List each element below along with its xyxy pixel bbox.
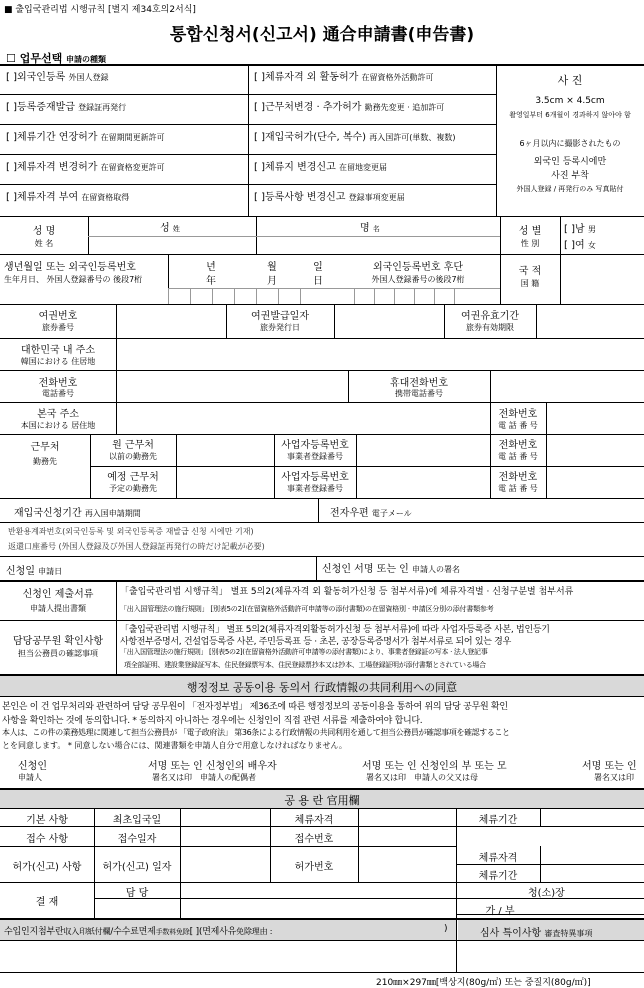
selection-option-label: [ ]등록증재발급 xyxy=(6,102,75,113)
form-title: 통합신청서(신고서) 通合申請書(申告書) xyxy=(169,25,475,45)
photo-size: 3.5cm × 4.5cm xyxy=(535,96,605,106)
refund-label: 반환용계좌번호(외국인등록 및 외국인등록증 재발급 신청 시에만 기재) xyxy=(8,527,254,536)
selection-option-label: [ ]등록사항 변경신고 xyxy=(254,192,346,203)
digit-cell-divider xyxy=(278,288,279,304)
work-phone-label-1-jp: 電 話 番 号 xyxy=(498,452,538,461)
consent-text-1: 본인은 이 건 업무처리와 관련하여 담당 공무원이 「전자정부법」 제36조에 따른 행정정보의 공동이용을 통하여 위의 담당 공무원 확인 xyxy=(2,702,508,712)
receipt-label: 접수 사항 xyxy=(26,834,68,845)
first-entry-label: 최초입국일 xyxy=(112,815,162,826)
permit-no-label: 허가번호 xyxy=(294,862,334,873)
consent-spouse-sign-jp: 署名又は印 申請人の配偶者 xyxy=(152,773,256,782)
digit-cell-divider xyxy=(168,288,169,304)
given-name-label: 명 名 xyxy=(360,223,380,234)
selection-option[interactable] xyxy=(254,98,444,113)
digit-cell-divider xyxy=(354,288,355,304)
submit-docs-text-jp: 「出入国管理法の施行規則」 [別表5の2](在留資格外活動許可申請等の添付書類)の在留資格別 · 申請区分別の添付書類参考 xyxy=(120,605,494,613)
confirm-text-1: 「출입국관리법 시행규칙」 별표 5의2(체류자격외활동허가신청 등 첨부서류)에 따라 사업자등록증 사본, 법인등기 xyxy=(120,625,550,635)
permit-date-label: 허가(신고) 일자 xyxy=(102,862,172,873)
passport-no-label-jp: 旅券番号 xyxy=(42,323,74,332)
photo-note-reg: 외국인 등록시에만 xyxy=(533,157,607,167)
mobile-label: 휴대전화번호 xyxy=(390,378,448,389)
submit-docs-text: 「출입국관리법 시행규칙」 별표 5의2(체류자격 외 활동허가신청 등 첨부서류)에 체류자격별 · 신청구분별 첨부서류 xyxy=(120,587,574,597)
photo-attach-jp: 外国人登録 / 再発行のみ 写真貼付 xyxy=(516,185,624,193)
submit-docs-label-jp: 申請人提出書類 xyxy=(30,604,86,613)
digit-cell-divider xyxy=(454,288,455,304)
selection-option-label-jp: 勤務先変更 · 追加許可 xyxy=(364,103,445,112)
passport-date-label-jp: 旅券発行日 xyxy=(260,323,300,332)
digit-cell-divider xyxy=(300,288,301,304)
confirm-label: 담당공무원 확인사항 xyxy=(12,636,104,647)
work-label: 근무처 xyxy=(30,442,60,453)
fee-paren: ) xyxy=(444,924,448,934)
selection-option[interactable] xyxy=(6,188,129,203)
selection-option-label-jp: 再入国許可(単数、複数) xyxy=(369,133,456,142)
digit-cell-divider xyxy=(374,288,375,304)
digit-cell-divider xyxy=(190,288,191,304)
work-phone-label-2: 전화번호 xyxy=(498,472,538,483)
photo-title: 사 진 xyxy=(557,74,583,87)
passport-exp-label-jp: 旅券有効期限 xyxy=(466,323,514,332)
biz-no-label-1: 사업자등록번호 xyxy=(281,440,349,451)
consent-applicant-jp: 申請人 xyxy=(18,773,42,782)
chief-label: 청(소)장 xyxy=(528,888,565,899)
selection-option[interactable] xyxy=(254,128,456,143)
confirm-text-2: 사항전부증명서, 건설업등록증 사본, 주민등록표 등 · 초본, 공장등록증명서가 첨부서류로 되어 있는 경우 xyxy=(120,637,511,647)
digit-cell-divider xyxy=(394,288,395,304)
digit-cell-divider xyxy=(434,288,435,304)
receipt-no-label: 접수번호 xyxy=(294,834,334,845)
photo-note: 촬영일부터 6개월이 경과하지 않아야 함 xyxy=(509,111,631,119)
day-label-jp: 日 xyxy=(313,276,323,287)
selection-option[interactable] xyxy=(254,158,387,173)
form-number: ■ 출입국관리법 시행규칙 [별지 제34호의2서식] xyxy=(4,5,196,15)
home-phone-label: 전화번호 xyxy=(498,409,538,420)
phone-label: 전화번호 xyxy=(38,378,78,389)
official-title: 공 용 란 官用欄 xyxy=(284,794,360,807)
confirm-text-3: 「出入国管理法の施行規則」 [別表5の2](在留資格外活動許可申請等の添付書類)により、事業者登録証の写本 · 法人登記事 xyxy=(120,648,488,656)
decision-label: 결 재 xyxy=(35,897,59,908)
month-label: 월 xyxy=(267,262,277,273)
consent-text-2: 사항을 확인하는 것에 동의합니다. * 동의하지 아니하는 경우에는 신청인이 직접 관련 서류를 제출하여야 합니다. xyxy=(2,716,423,726)
biz-no-label-2-jp: 事業者登録番号 xyxy=(287,484,343,493)
charge-label: 담 당 xyxy=(125,888,149,899)
consent-text-4: とを同意します。 * 同意しない場合には、関連書類を申請人自分で用意しなければなりません。 xyxy=(2,741,347,750)
selection-option-label: [ ]체류자격 부여 xyxy=(6,192,79,203)
selection-option[interactable] xyxy=(254,188,405,203)
selection-option-label-jp: 登録証再発行 xyxy=(78,103,127,112)
permit-label: 허가(신고) 사항 xyxy=(12,862,82,873)
home-address-label: 본국 주소 xyxy=(37,409,79,420)
special-label: 심사 특이사항 審査特異事項 xyxy=(480,928,593,939)
application-date-label: 신청일 申請日 xyxy=(6,566,63,577)
selection-title: ☐ 업무선택 申請の種類 xyxy=(6,52,107,65)
reg-back-label-jp: 外国人登録番号の後段7桁 xyxy=(371,275,465,284)
period-label-2: 체류기간 xyxy=(478,871,518,882)
address-kr-label-jp: 韓国における 住居地 xyxy=(20,357,96,366)
email-label: 전자우편 電子メール xyxy=(330,508,412,519)
work-label-jp: 勤務先 xyxy=(33,457,57,466)
work-orig-label: 원 근무처 xyxy=(112,440,154,451)
sex-label: 성 별 xyxy=(518,226,542,237)
work-orig-label-jp: 以前の勤務先 xyxy=(109,452,157,461)
home-phone-label-jp: 電 話 番 号 xyxy=(498,421,538,430)
digit-cell-divider xyxy=(256,288,257,304)
home-address-label-jp: 本国における 居住地 xyxy=(20,421,96,430)
consent-title: 행정정보 공동이용 동의서 行政情報の共同利用への同意 xyxy=(186,681,458,694)
paper-spec: 210㎜×297㎜[백상지(80g/㎡) 또는 중질지(80g/㎡)] xyxy=(376,978,591,988)
submit-docs-label: 신청인 제출서류 xyxy=(22,589,94,600)
selection-option-label: [ ]재입국허가(단수, 복수) xyxy=(254,132,367,143)
yes-no-label: 가 / 부 xyxy=(485,906,515,917)
birth-label: 생년월일 또는 외국인등록번호 xyxy=(4,262,136,273)
address-kr-label: 대한민국 내 주소 xyxy=(21,345,95,356)
surname-label: 성 姓 xyxy=(160,223,180,234)
selection-option-label: [ ]체류지 변경신고 xyxy=(254,162,336,173)
selection-option-label-jp: 登録事項変更届 xyxy=(348,193,405,202)
selection-option[interactable] xyxy=(6,158,165,173)
basic-label: 기본 사항 xyxy=(26,815,68,826)
selection-option-label-jp: 在留資格外活動許可 xyxy=(361,73,434,82)
name-label: 성 명 xyxy=(32,226,56,237)
passport-no-label: 여권번호 xyxy=(38,311,78,322)
digit-cell-divider xyxy=(414,288,415,304)
year-label-jp: 年 xyxy=(206,276,216,287)
nationality-label: 국 적 xyxy=(518,266,542,277)
biz-no-label-2: 사업자등록번호 xyxy=(281,472,349,483)
selection-option-label-jp: 外国人登録 xyxy=(68,73,109,82)
passport-exp-label: 여권유효기간 xyxy=(461,311,519,322)
photo-note-jp: 6ヶ月以内に撮影されたもの xyxy=(519,139,621,148)
work-plan-label-jp: 予定の勤務先 xyxy=(109,484,157,493)
work-plan-label: 예정 근무처 xyxy=(107,472,159,483)
consent-parent-sign-jp: 署名又は印 申請人の父又は母 xyxy=(366,773,478,782)
receipt-date-label: 접수일자 xyxy=(117,834,157,845)
fee-label: 수입인지첨부란収入印紙付欄/수수료면제手数料免除[ ](면제사유免除理由 : xyxy=(4,927,273,937)
selection-option-label-jp: 在留期間更新許可 xyxy=(100,133,165,142)
nationality-label-jp: 国 籍 xyxy=(520,279,540,288)
sex-label-jp: 性 別 xyxy=(520,239,540,248)
sex-male-checkbox[interactable]: [ ]남 男 xyxy=(564,224,596,235)
sex-female-checkbox[interactable]: [ ]여 女 xyxy=(564,240,596,251)
consent-text-3: 本人は、この件の業務処理に関連して担当公務員が 「電子政府法」 第36条による行政情報の共同利用を通して担当公務員が確認事項を確認すること xyxy=(2,728,510,737)
consent-parent-sign: 서명 또는 인 신청인의 부 또는 모 xyxy=(362,761,507,772)
consent-spouse-sign: 서명 또는 인 신청인의 배우자 xyxy=(148,761,277,772)
selection-option[interactable] xyxy=(6,98,126,113)
selection-option[interactable] xyxy=(6,68,108,83)
passport-date-label: 여권발급일자 xyxy=(251,311,309,322)
work-phone-label-2-jp: 電 話 番 号 xyxy=(498,484,538,493)
selection-option-label: [ ]근무처변경 · 추가허가 xyxy=(254,102,362,113)
selection-option-label-jp: 在留資格変更許可 xyxy=(100,163,165,172)
birth-label-jp: 生年月日、 外国人登録番号の 後段7桁 xyxy=(4,275,143,284)
selection-option[interactable] xyxy=(254,68,433,83)
year-label: 년 xyxy=(206,262,216,273)
digit-cell-divider xyxy=(212,288,213,304)
selection-option-label: [ ]체류자격 변경허가 xyxy=(6,162,98,173)
status-label-2: 체류자격 xyxy=(478,853,518,864)
mobile-label-jp: 携帯電話番号 xyxy=(395,389,443,398)
reentry-label: 재입국신청기간 再入国申請期間 xyxy=(14,508,141,519)
reg-back-label: 외국인등록번호 후단 xyxy=(372,262,464,273)
digit-cell-divider xyxy=(234,288,235,304)
refund-label-jp: 返還口座番号 (外国人登録及び外国人登録証再発行の時だけ記載が必要) xyxy=(8,542,265,551)
selection-option-label: [ ]외국인등록 xyxy=(6,72,66,83)
consent-last-sign-jp: 署名又は印 xyxy=(594,773,634,782)
month-label-jp: 月 xyxy=(267,276,277,287)
photo-attach: 사진 부착 xyxy=(551,171,589,181)
period-label: 체류기간 xyxy=(478,815,518,826)
selection-option-label: [ ]체류기간 연장허가 xyxy=(6,132,98,143)
biz-no-label-1-jp: 事業者登録番号 xyxy=(287,452,343,461)
selection-option-label-jp: 在留地変更届 xyxy=(338,163,387,172)
work-phone-label-1: 전화번호 xyxy=(498,440,538,451)
confirm-label-jp: 担当公務員の確認事項 xyxy=(18,649,98,658)
consent-last-sign: 서명 또는 인 xyxy=(582,761,637,772)
day-label: 일 xyxy=(313,262,323,273)
selection-option-label: [ ]체류자격 외 활동허가 xyxy=(254,72,359,83)
applicant-sign-label: 신청인 서명 또는 인 申請人の署名 xyxy=(322,564,461,575)
name-label-jp: 姓 名 xyxy=(34,239,54,248)
selection-option-label-jp: 在留資格取得 xyxy=(81,193,130,202)
selection-option[interactable] xyxy=(6,128,165,143)
status-label: 체류자격 xyxy=(294,815,334,826)
consent-applicant: 신청인 xyxy=(18,761,47,772)
phone-label-jp: 電話番号 xyxy=(42,389,74,398)
confirm-text-4: 項全部証明、建設業登録証写本、住民登録票写本、住民登録票抄本又は抄本、工場登録証明が添付書類とされている場合 xyxy=(124,661,486,669)
